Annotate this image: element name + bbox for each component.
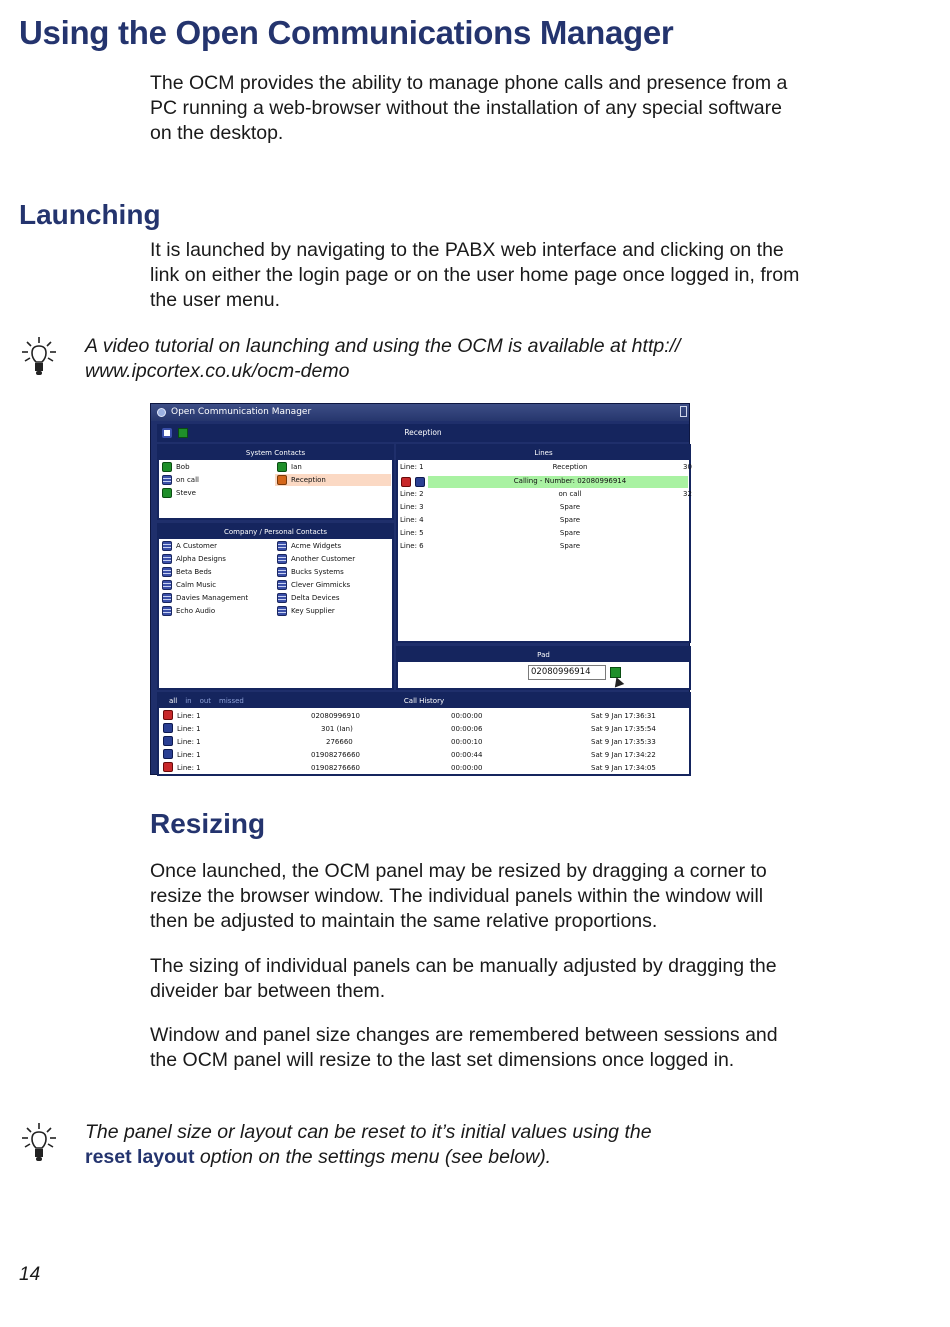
history-date: Sat 9 Jan 17:34:22: [591, 751, 656, 759]
line-row[interactable]: [400, 488, 700, 500]
company-contact-name: Bucks Systems: [291, 568, 344, 576]
line-status: Spare: [559, 503, 581, 511]
line-row[interactable]: [400, 527, 700, 539]
contact-card-icon: [277, 567, 287, 577]
page-number: 14: [19, 1264, 41, 1285]
company-contact[interactable]: [162, 592, 248, 604]
history-line: Line: 1: [177, 751, 201, 759]
missed-call-icon: [163, 762, 173, 772]
phone-icon: [162, 475, 172, 485]
lines-header: Lines: [398, 446, 689, 460]
contact-card-icon: [277, 580, 287, 590]
tab-out[interactable]: out: [199, 697, 212, 705]
person-icon: [162, 488, 172, 498]
contact-name: Bob: [176, 463, 190, 471]
tab-missed[interactable]: missed: [219, 697, 244, 705]
history-row[interactable]: [161, 762, 687, 774]
company-contact-name: Delta Devices: [291, 594, 340, 602]
company-contact-name: Alpha Designs: [176, 555, 226, 563]
contact-card-icon: [277, 554, 287, 564]
history-row[interactable]: [161, 723, 687, 735]
history-number: 276660: [326, 738, 353, 746]
company-contact[interactable]: [277, 566, 344, 578]
company-contact-name: A Customer: [176, 542, 218, 550]
contact-steve[interactable]: [162, 487, 196, 499]
person-icon: [277, 475, 287, 485]
line-status: on call: [558, 490, 582, 498]
contact-bob[interactable]: [162, 461, 190, 473]
intro-paragraph: The OCM provides the ability to manage phone calls and presence from a PC running a web-browser without the installation of any special software on the desktop.: [150, 72, 788, 144]
tab-all[interactable]: all: [169, 697, 178, 705]
line-label: Line: 3: [400, 503, 424, 511]
history-row[interactable]: [161, 749, 687, 761]
company-contact-name: Beta Beds: [176, 568, 212, 576]
company-contact-name: Key Supplier: [291, 607, 335, 615]
line-label: Line: 2: [400, 490, 424, 498]
company-contact[interactable]: [277, 592, 340, 604]
line-row[interactable]: [400, 540, 700, 552]
history-date: Sat 9 Jan 17:36:31: [591, 712, 656, 720]
tip-text: option on the settings menu (see below).: [199, 1146, 552, 1168]
line-row[interactable]: [400, 461, 700, 473]
line-status: Reception: [552, 463, 588, 471]
window-titlebar: [151, 404, 689, 421]
history-line: Line: 1: [177, 712, 201, 720]
history-line: Line: 1: [177, 764, 201, 772]
line-label: Line: 6: [400, 542, 424, 550]
contact-card-icon: [277, 593, 287, 603]
app-icon: [157, 408, 166, 417]
contact-on-call[interactable]: [162, 474, 199, 486]
company-contact[interactable]: [277, 540, 341, 552]
pad-panel: [396, 646, 691, 690]
call-icon: [163, 749, 173, 759]
call-history-header: Call History: [159, 694, 689, 708]
contact-name: Steve: [176, 489, 196, 497]
lightbulb-tip-icon: [21, 336, 57, 378]
contact-card-icon: [162, 541, 172, 551]
history-number: 02080996910: [311, 712, 360, 720]
line-label: Line: 5: [400, 529, 424, 537]
missed-call-icon: [163, 710, 173, 720]
contact-card-icon: [277, 541, 287, 551]
contact-reception[interactable]: [275, 474, 391, 486]
company-contact[interactable]: [277, 579, 350, 591]
line-status: Spare: [559, 516, 581, 524]
contact-card-icon: [162, 567, 172, 577]
history-row[interactable]: [161, 736, 687, 748]
company-contact[interactable]: [162, 605, 215, 617]
company-contacts-panel: [157, 523, 394, 690]
history-number: 01908276660: [311, 764, 360, 772]
history-duration: 00:00:00: [451, 764, 483, 772]
company-contact-name: Davies Management: [176, 594, 249, 602]
contact-ian[interactable]: [277, 461, 302, 473]
launching-paragraph: It is launched by navigating to the PABX web interface and clicking on the link on either the login page or on the user home page once logged in, from the user menu.: [150, 239, 800, 311]
history-date: Sat 9 Jan 17:35:54: [591, 725, 656, 733]
company-contact-name: Calm Music: [176, 581, 217, 589]
company-contact[interactable]: [162, 579, 216, 591]
company-contact-name: Echo Audio: [176, 607, 216, 615]
history-number: 01908276660: [311, 751, 360, 759]
window-resize-handle[interactable]: [680, 406, 687, 417]
launching-heading: Launching: [19, 199, 161, 230]
resizing-heading: Resizing: [150, 808, 266, 839]
resizing-paragraph-1: Once launched, the OCM panel may be resized by dragging a corner to resize the browser window. The individual panels within the window will then be adjusted to maintain the same relative proportions.: [150, 860, 767, 932]
contact-card-icon: [162, 580, 172, 590]
line-status: Spare: [559, 542, 581, 550]
contact-name: Ian: [291, 463, 302, 471]
line-count: 32: [683, 490, 692, 498]
call-icon: [163, 736, 173, 746]
resizing-paragraph-2: The sizing of individual panels can be manually adjusted by dragging the diveider bar between them.: [150, 955, 777, 1002]
history-date: Sat 9 Jan 17:34:05: [591, 764, 656, 772]
company-contact[interactable]: [162, 566, 212, 578]
tip-video-tutorial: A video tutorial on launching and using the OCM is available at http:// www.ipcortex.co.uk/ocm-demo: [85, 335, 681, 382]
person-icon: [277, 462, 287, 472]
history-line: Line: 1: [177, 725, 201, 733]
line-label: Line: 4: [400, 516, 424, 524]
tip-reset-layout: [85, 1120, 775, 1170]
line-row-calling[interactable]: [400, 475, 700, 487]
dial-number-input[interactable]: 02080996914: [528, 665, 606, 680]
line-row[interactable]: [400, 501, 700, 513]
history-number: 301 (Ian): [321, 725, 353, 733]
contact-name: Reception: [291, 476, 326, 484]
company-contact-name: Another Customer: [291, 555, 356, 563]
reset-layout-term: reset layout: [85, 1146, 195, 1168]
history-duration: 00:00:10: [451, 738, 483, 746]
person-icon: [162, 462, 172, 472]
history-duration: 00:00:44: [451, 751, 483, 759]
call-history-panel: [157, 692, 691, 776]
system-contacts-panel: [157, 444, 394, 520]
company-contact[interactable]: [277, 553, 355, 565]
history-duration: 00:00:06: [451, 725, 483, 733]
line-status: Calling - Number: 02080996914: [513, 477, 627, 485]
topbar-label: Reception: [404, 428, 442, 437]
history-line: Line: 1: [177, 738, 201, 746]
company-contact[interactable]: [277, 605, 335, 617]
ocm-topbar: [157, 424, 689, 442]
system-contacts-header: System Contacts: [159, 446, 392, 460]
line-row[interactable]: [400, 514, 700, 526]
company-contacts-header: Company / Personal Contacts: [159, 525, 392, 539]
resizing-paragraph-3: Window and panel size changes are remembered between sessions and the OCM panel will resize to the last set dimensions once logged in.: [150, 1024, 778, 1071]
call-icon: [163, 723, 173, 733]
lightbulb-tip-icon: [21, 1122, 57, 1164]
window-title: Open Communication Manager: [171, 407, 312, 417]
company-contact[interactable]: [162, 540, 217, 552]
contact-card-icon: [162, 554, 172, 564]
lines-panel: [396, 444, 691, 643]
contact-name: on call: [176, 476, 199, 484]
ocm-screenshot: [150, 403, 690, 775]
line-label: Line: 1: [400, 463, 424, 471]
history-date: Sat 9 Jan 17:35:33: [591, 738, 656, 746]
page-title: Using the Open Communications Manager: [19, 14, 674, 51]
history-filter-tabs: [169, 694, 252, 708]
contact-card-icon: [162, 593, 172, 603]
tip-text: The panel size or layout can be reset to it’s initial values using the: [85, 1121, 652, 1143]
pad-header: Pad: [398, 648, 689, 662]
line-status: Spare: [559, 529, 581, 537]
history-row[interactable]: [161, 710, 687, 722]
tab-in[interactable]: in: [185, 697, 192, 705]
company-contact[interactable]: [162, 553, 226, 565]
company-contact-name: Clever Gimmicks: [291, 581, 351, 589]
line-count: 30: [683, 463, 692, 471]
contact-card-icon: [277, 606, 287, 616]
company-contact-name: Acme Widgets: [291, 542, 342, 550]
history-duration: 00:00:00: [451, 712, 483, 720]
hand-cursor-icon: [612, 676, 624, 688]
contact-card-icon: [162, 606, 172, 616]
